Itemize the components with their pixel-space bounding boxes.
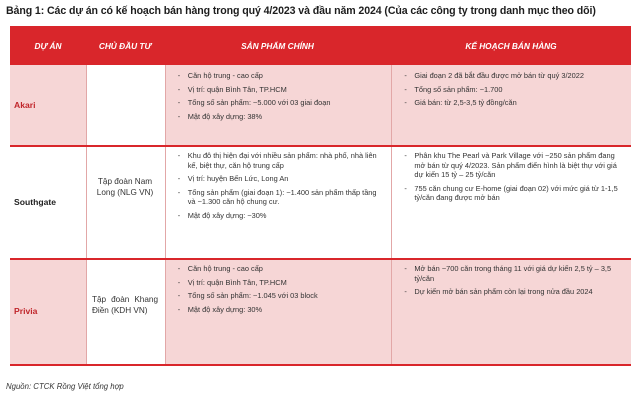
list-item: - Tổng số sản phẩm: ~1.045 với 03 block: [178, 291, 384, 301]
header-owner: CHỦ ĐẦU TƯ: [98, 40, 152, 51]
owner-khang-dien: Tập đoàn Khang Điền (KDH VN): [92, 295, 158, 315]
table-bottom-border: [10, 364, 631, 366]
header-products: SẢN PHẨM CHÍNH: [241, 40, 314, 51]
project-table: [10, 26, 631, 364]
table-title: Bảng 1: Các dự án có kế hoạch bán hàng trong quý 4/2023 và đầu năm 2024 (Của các công ty trong danh mục theo dõi): [6, 5, 596, 17]
list-item: - Khu đô thị hiện đại với nhiều sản phẩm: nhà phố, nhà liên kế, biệt thự, căn hộ trung cấp: [178, 151, 384, 170]
list-item: - Mật độ xây dựng: 30%: [178, 305, 384, 315]
owner-cell: [86, 145, 165, 258]
list-item: - Giai đoạn 2 đã bắt đầu được mở bán từ quý 3/2022: [404, 71, 623, 81]
list-item: - Tổng sản phẩm (giai đoạn 1): ~1.400 sản phẩm thấp tầng và ~1.300 căn hộ chung cư.: [178, 188, 384, 207]
project-name: Privia: [10, 258, 86, 364]
list-item: - Phân khu The Pearl và Park Village với ~250 sản phẩm đang mở bán từ quý 4/2023. Sản phẩm điển hình là biệt thự với giá dự kiến 15 tỷ – 25 tỷ/căn: [404, 151, 623, 180]
list-item: - Tổng số sản phẩm: ~1.700: [404, 85, 623, 95]
products-cell: [165, 65, 392, 145]
row-divider: [10, 258, 631, 260]
list-item: - Căn hộ trung - cao cấp: [178, 264, 384, 274]
project-name: Southgate: [10, 145, 86, 258]
row-divider: [10, 145, 631, 147]
list-item: - Vị trí: huyện Bến Lức, Long An: [178, 174, 384, 184]
list-item: - Giá bán: từ 2,5-3,5 tỷ đồng/căn: [404, 98, 623, 108]
plan-cell: [391, 145, 631, 258]
products-cell: [165, 145, 392, 258]
list-item: - Dự kiến mở bán sản phẩm còn lại trong nửa đầu 2024: [404, 287, 623, 297]
table-row: [10, 65, 631, 145]
list-item: - Vị trí: quận Bình Tân, TP.HCM: [178, 278, 384, 288]
products-cell: [165, 258, 392, 364]
plan-cell: [391, 65, 631, 145]
list-item: - Căn hộ trung - cao cấp: [178, 71, 384, 81]
list-item: - Vị trí: quận Bình Tân, TP.HCM: [178, 85, 384, 95]
owner-cell: [86, 65, 165, 145]
list-item: - 755 căn chung cư E-home (giai đoạn 02) với mức giá từ 1-1,5 tỷ/căn đang được mở bán: [404, 184, 623, 203]
header-plan: KẾ HOẠCH BÁN HÀNG: [465, 40, 557, 51]
plan-cell: [391, 258, 631, 364]
header-project: DỰ ÁN: [34, 40, 62, 51]
table-header: [10, 26, 631, 65]
list-item: - Mật độ xây dựng: 38%: [178, 112, 384, 122]
project-name: Akari: [10, 65, 86, 145]
owner-nam-long: Tập đoàn Nam Long (NLG VN): [96, 177, 154, 197]
list-item: - Mở bán ~700 căn trong tháng 11 với giá dự kiến 2,5 tỷ – 3,5 tỷ/căn: [404, 264, 623, 283]
list-item: - Tổng số sản phẩm: ~5.000 với 03 giai đoạn: [178, 98, 384, 108]
source-note: Nguồn: CTCK Rồng Việt tổng hợp: [6, 382, 124, 391]
table-row: [10, 145, 631, 258]
list-item: - Mật độ xây dựng: ~30%: [178, 211, 384, 221]
